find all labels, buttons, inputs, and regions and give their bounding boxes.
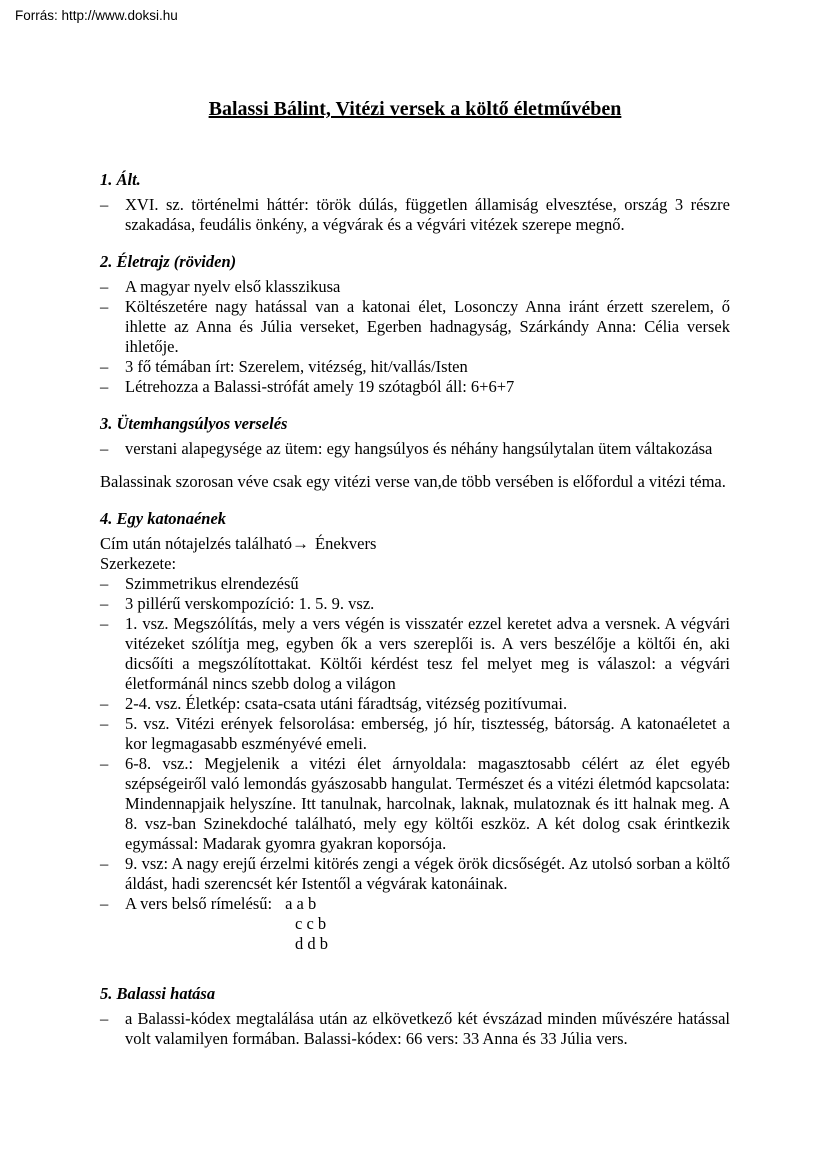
list-item-text: Költészetére nagy hatással van a katonai élet, Losonczy Anna iránt érzett szerelem, ő ihlette az Anna és Júlia verseket, Egerben hadnagyság, Szárkándy Anna: Célia versek ihletője. xyxy=(125,297,730,356)
list-item-text: 6-8. vsz.: Megjelenik a vitézi élet árnyoldala: magasztosabb célért az élet egyéb szépségeiről való lemondás gyászosabb hangulat. Természet és a vitézi életmód kapcsolata: Mindennapjaik helyszíne. Itt tanulnak, harcolnak, laknak, mulatoznak és itt halnak meg. A 8. vsz-ban Szinekdoché található, mely egy költői eszköz. A két dolog csak érintkezik egymással: Madarak gyomra gyakran koporsója. xyxy=(125,754,730,853)
bullet-dash: – xyxy=(100,277,109,296)
section-balassi-hatasa xyxy=(100,984,730,1049)
intro-text: Cím után nótajelzés található xyxy=(100,534,292,553)
bullet-dash: – xyxy=(100,614,109,633)
list-item-text: XVI. sz. történelmi háttér: török dúlás, független államiság elvesztése, ország 3 részre szakadása, feudális önkény, a végvárak és a végvári vitézek szerepe megnő. xyxy=(125,195,730,234)
list-item-text: 9. vsz: A nagy erejű érzelmi kitörés zengi a végek örök dicsőségét. Az utolsó sorban a költő áldást, hadi szerencsét kér Istentől a végvárak katonáinak. xyxy=(125,854,730,893)
section-utemhangsulyos xyxy=(100,414,730,492)
right-arrow-icon: → xyxy=(291,534,309,553)
bullet-dash: – xyxy=(100,439,109,458)
list-item xyxy=(100,277,730,297)
bullet-dash: – xyxy=(100,377,109,396)
list-item-text: 3 fő témában írt: Szerelem, vitézség, hit/vallás/Isten xyxy=(125,357,468,376)
rhyme-scheme-line: c c b xyxy=(295,914,327,933)
list-item xyxy=(100,195,730,235)
section-heading: 3. Ütemhangsúlyos verselés xyxy=(100,414,288,433)
list-item-text: Szimmetrikus elrendezésű xyxy=(125,574,299,593)
document-title: Balassi Bálint, Vitézi versek a költő életművében xyxy=(208,98,622,120)
list-item-text: a Balassi-kódex megtalálása után az elkövetkező két évszázad minden művészére hatással volt valamilyen formában. Balassi-kódex: 66 vers: 33 Anna és 33 Júlia vers. xyxy=(125,1009,730,1048)
source-note: Forrás: http://www.doksi.hu xyxy=(15,8,178,23)
list-item xyxy=(100,1009,730,1049)
list-item xyxy=(100,377,730,397)
bullet-dash: – xyxy=(100,1009,109,1028)
list-item xyxy=(100,894,730,954)
structure-label: Szerkezete: xyxy=(100,554,177,573)
section-eletrajz xyxy=(100,252,730,397)
list-item-text: 1. vsz. Megszólítás, mely a vers végén is visszatér ezzel keretet adva a versnek. A végvári vitézeket szólítja meg, egyben ők a vers szereplői is. A vers beszélője a költői én, aki dicsőíti a megszólítottakat. Költői kérdést tesz fel melyet meg is válaszol: a végvári életformánál nincs szebb dolog a világon xyxy=(125,614,730,693)
bullet-dash: – xyxy=(100,297,109,316)
bullet-dash: – xyxy=(100,195,109,214)
bullet-dash: – xyxy=(100,854,109,873)
section-heading: 1. Ált. xyxy=(100,170,141,189)
list-item xyxy=(100,754,730,854)
intro-line xyxy=(100,534,730,554)
rhyme-scheme xyxy=(125,894,730,954)
list-item xyxy=(100,854,730,894)
bullet-dash: – xyxy=(100,594,109,613)
section-alt xyxy=(100,170,730,235)
bullet-dash: – xyxy=(100,714,109,733)
list-item xyxy=(100,357,730,377)
list-item-text: A magyar nyelv első klasszikusa xyxy=(125,277,341,296)
rhyme-scheme-line xyxy=(125,894,730,914)
section-heading: 4. Egy katonaének xyxy=(100,509,227,528)
rhyme-label: A vers belső rímelésű: xyxy=(125,894,273,913)
bullet-dash: – xyxy=(100,694,109,713)
bullet-dash: – xyxy=(100,754,109,773)
list-item xyxy=(100,714,730,754)
list-item xyxy=(100,614,730,694)
body-paragraph: Balassinak szorosan véve csak egy vitézi verse van,de több versében is előfordul a vitézi téma. xyxy=(100,472,726,491)
list-item xyxy=(100,594,730,614)
list-item xyxy=(100,439,730,459)
list-item-text: 2-4. vsz. Életkép: csata-csata utáni fáradtság, vitézség pozitívumai. xyxy=(125,694,568,713)
section-heading: 2. Életrajz (röviden) xyxy=(100,252,237,271)
list-item xyxy=(100,694,730,714)
rhyme-line-1: a a b xyxy=(285,894,317,913)
list-item xyxy=(100,297,730,357)
bullet-dash: – xyxy=(100,357,109,376)
bullet-dash: – xyxy=(100,894,109,913)
rhyme-scheme-line: d d b xyxy=(295,934,328,953)
section-heading: 5. Balassi hatása xyxy=(100,984,216,1003)
list-item-text: Létrehozza a Balassi-strófát amely 19 szótagból áll: 6+6+7 xyxy=(125,377,515,396)
list-item-text: 3 pillérű verskompozíció: 1. 5. 9. vsz. xyxy=(125,594,375,613)
section-katonaenek xyxy=(100,509,730,954)
bullet-dash: – xyxy=(100,574,109,593)
list-item-text: verstani alapegysége az ütem: egy hangsúlyos és néhány hangsúlytalan ütem váltakozása xyxy=(125,439,713,458)
list-item xyxy=(100,574,730,594)
intro-result: Énekvers xyxy=(314,534,377,553)
list-item-text: 5. vsz. Vitézi erények felsorolása: emberség, jó hír, tisztesség, bátorság. A katonaéletet a kor legmagasabb eszményévé emeli. xyxy=(125,714,730,753)
